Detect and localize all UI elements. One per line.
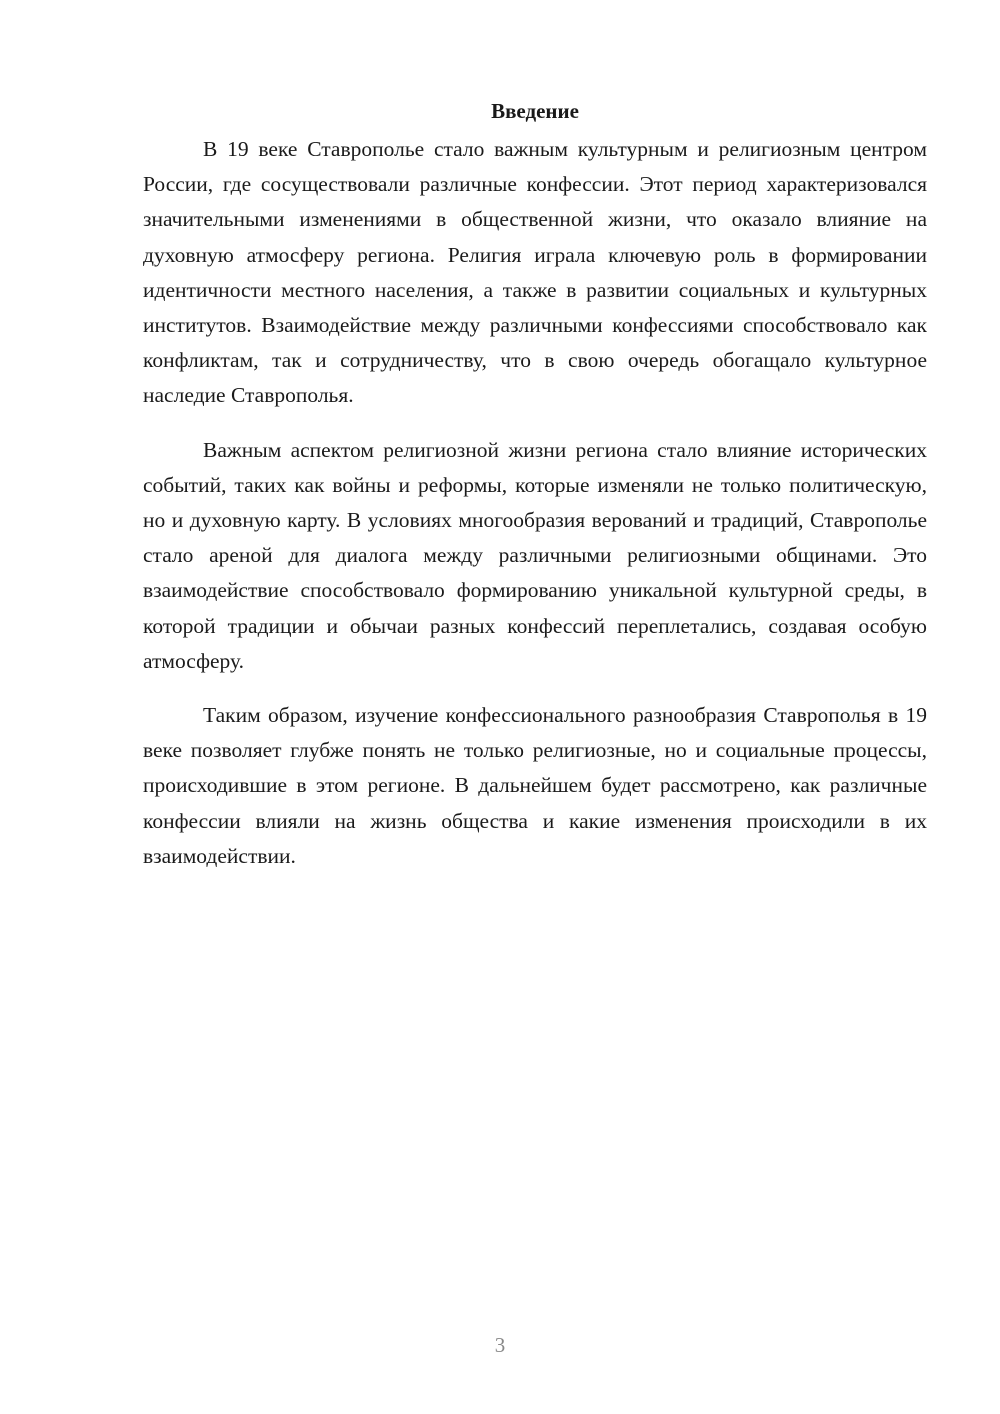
paragraph-1: В 19 веке Ставрополье стало важным культурным и религиозным центром России, где сосуществовали различные конфессии. Этот период характеризовался значительными изменениями в общественной жизни, что оказало влияние на духовную атмосферу региона. Религия играла ключевую роль в формировании идентичности местного населения, а также в развитии социальных и культурных институтов. Взаимодействие между различными конфессиями способствовало как конфликтам, так и сотрудничеству, что в свою очередь обогащало культурное наследие Ставрополья. — [143, 137, 927, 408]
page-number: 3 — [494, 1333, 506, 1357]
page-content — [143, 96, 927, 893]
paragraph-3: Таким образом, изучение конфессионального разнообразия Ставрополья в 19 веке позволяет глубже понять не только религиозные, но и социальные процессы, происходившие в этом регионе. В дальнейшем будет рассмотрено, как различные конфессии влияли на жизнь общества и какие изменения происходили в их взаимодействии. — [143, 703, 927, 868]
paragraph-2: Важным аспектом религиозной жизни региона стало влияние исторических событий, таких как войны и реформы, которые изменяли не только политическую, но и духовную карту. В условиях многообразия верований и традиций, Ставрополье стало ареной для диалога между различными религиозными общинами. Это взаимодействие способствовало формированию уникальной культурной среды, в которой традиции и обычаи разных конфессий переплетались, создавая особую атмосферу. — [143, 437, 927, 673]
section-heading: Введение — [491, 99, 579, 123]
